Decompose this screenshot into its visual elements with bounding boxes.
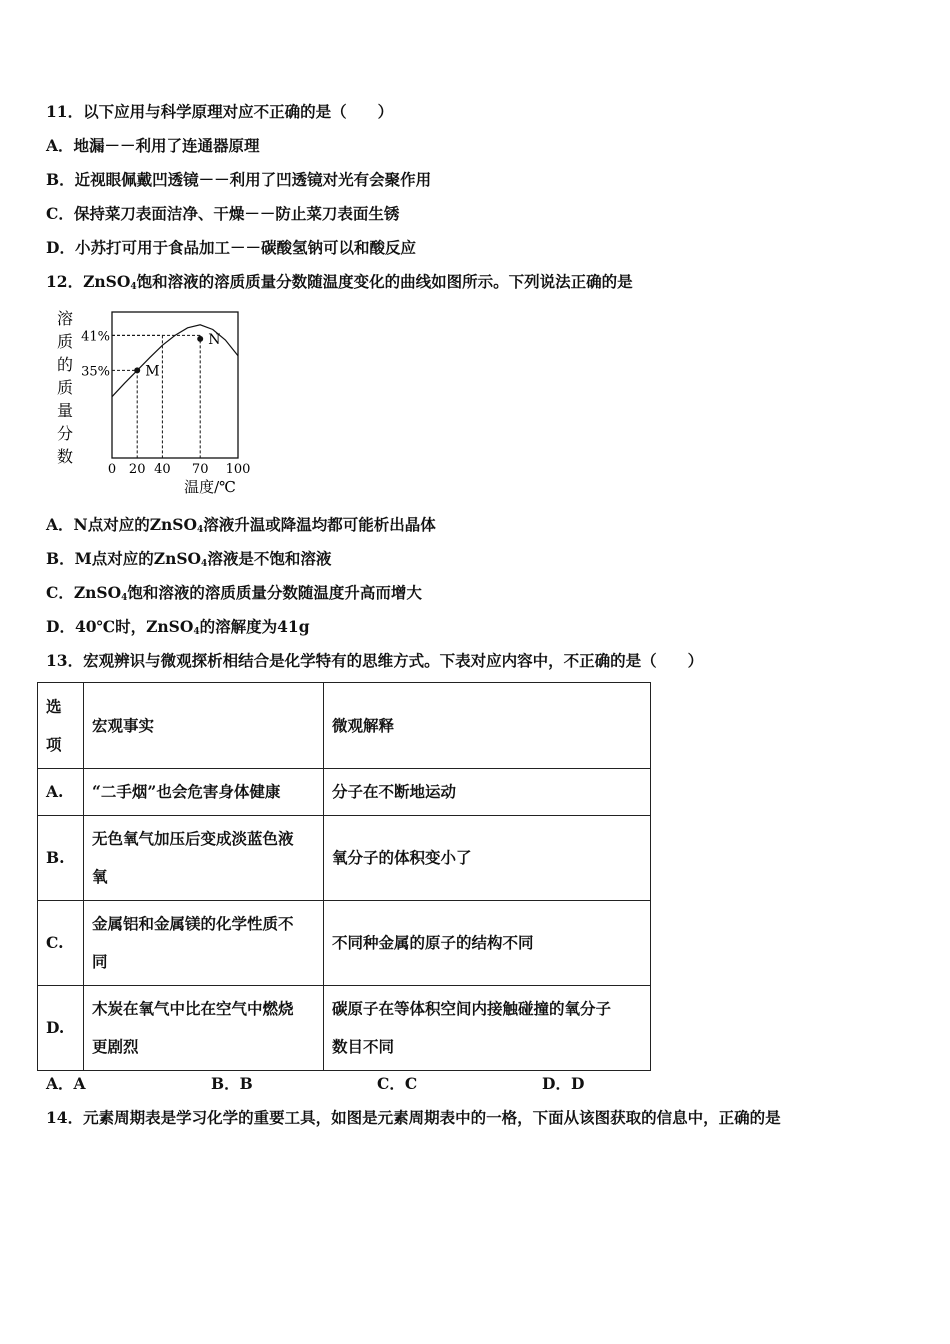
row-explain: 碳原子在等体积空间内接触碰撞的氧分子 数目不同 bbox=[324, 986, 651, 1071]
q12-option-c: C．ZnSO$_4$饱和溶液的溶质质量分数随温度升高而增大 bbox=[46, 583, 422, 603]
q12-option-d: D．40℃时，ZnSO$_4$的溶解度为41g bbox=[46, 617, 310, 637]
point-n bbox=[197, 336, 203, 342]
row-option: D. bbox=[38, 986, 84, 1071]
guide-lines bbox=[112, 335, 200, 458]
row-explain: 分子在不断地运动 bbox=[324, 769, 651, 816]
answer-b: B．B bbox=[211, 1074, 253, 1093]
q11-option-a: A．地漏－－利用了连通器原理 bbox=[46, 136, 260, 155]
table-header-row bbox=[38, 683, 651, 769]
answer-a: A．A bbox=[46, 1074, 86, 1093]
y-label-char: 数 bbox=[56, 447, 74, 466]
x-tick-label: 100 bbox=[225, 462, 251, 477]
header-explain: 微观解释 bbox=[324, 683, 651, 769]
y-label-char: 分 bbox=[56, 424, 74, 443]
row-fact: 金属铝和金属镁的化学性质不 同 bbox=[84, 901, 324, 986]
header-fact: 宏观事实 bbox=[84, 683, 324, 769]
y-label-char: 量 bbox=[56, 401, 74, 420]
row-option: C. bbox=[38, 901, 84, 986]
q14-stem: 14．元素周期表是学习化学的重要工具，如图是元素周期表中的一格，下面从该图获取的信息中，正确的是 bbox=[46, 1108, 781, 1127]
x-tick-labels bbox=[108, 462, 251, 477]
y-tick-label: 35% bbox=[81, 364, 110, 380]
row-fact: “二手烟”也会危害身体健康 bbox=[84, 769, 324, 816]
y-label-char: 的 bbox=[56, 355, 74, 374]
x-axis-label: 温度/℃ bbox=[184, 478, 236, 496]
q11-option-d: D．小苏打可用于食品加工－－碳酸氢钠可以和酸反应 bbox=[46, 238, 416, 257]
data-points bbox=[134, 332, 220, 380]
answer-d: D．D bbox=[542, 1074, 585, 1093]
q13-answers bbox=[46, 1072, 646, 1092]
x-tick-label: 20 bbox=[128, 462, 146, 477]
row-explain: 不同种金属的原子的结构不同 bbox=[324, 901, 651, 986]
row-fact: 木炭在氧气中比在空气中燃烧 更剧烈 bbox=[84, 986, 324, 1071]
point-label-n: N bbox=[208, 331, 221, 348]
header-option: 选 项 bbox=[38, 683, 84, 769]
solubility-chart bbox=[50, 305, 260, 500]
x-tick-label: 40 bbox=[154, 462, 171, 477]
q12-stem: 12．ZnSO$_4$饱和溶液的溶质质量分数随温度变化的曲线如图所示。下列说法正确的是 bbox=[46, 272, 633, 292]
row-option: B. bbox=[38, 816, 84, 901]
q11-option-c: C．保持菜刀表面洁净、干燥－－防止菜刀表面生锈 bbox=[46, 204, 400, 223]
y-tick-labels bbox=[81, 329, 110, 379]
q11-option-b: B．近视眼佩戴凹透镜－－利用了凹透镜对光有会聚作用 bbox=[46, 170, 432, 189]
q13-table bbox=[37, 682, 651, 1071]
y-label-char: 质 bbox=[56, 332, 74, 351]
q13-stem: 13．宏观辨识与微观探析相结合是化学特有的思维方式。下表对应内容中，不正确的是（ ） bbox=[46, 651, 704, 670]
y-label-char: 溶 bbox=[56, 309, 74, 328]
table-row bbox=[38, 986, 651, 1071]
answer-c: C．C bbox=[377, 1074, 418, 1093]
q12-option-b: B．M点对应的ZnSO$_4$溶液是不饱和溶液 bbox=[46, 549, 332, 569]
table-row bbox=[38, 901, 651, 986]
row-fact: 无色氧气加压后变成淡蓝色液 氧 bbox=[84, 816, 324, 901]
point-m bbox=[134, 367, 140, 373]
x-tick-label: 0 bbox=[107, 462, 117, 477]
y-tick-label: 41% bbox=[81, 329, 110, 345]
q12-option-a: A．N点对应的ZnSO$_4$溶液升温或降温均都可能析出晶体 bbox=[46, 515, 436, 535]
row-explain: 氧分子的体积变小了 bbox=[324, 816, 651, 901]
table-row bbox=[38, 816, 651, 901]
y-label-char: 质 bbox=[56, 378, 74, 397]
y-axis-label bbox=[57, 309, 73, 466]
table-row bbox=[38, 769, 651, 816]
row-option: A. bbox=[38, 769, 84, 816]
point-label-m: M bbox=[145, 363, 160, 380]
x-tick-label: 70 bbox=[191, 462, 209, 477]
q11-stem: 11．以下应用与科学原理对应不正确的是（ ） bbox=[46, 102, 394, 121]
